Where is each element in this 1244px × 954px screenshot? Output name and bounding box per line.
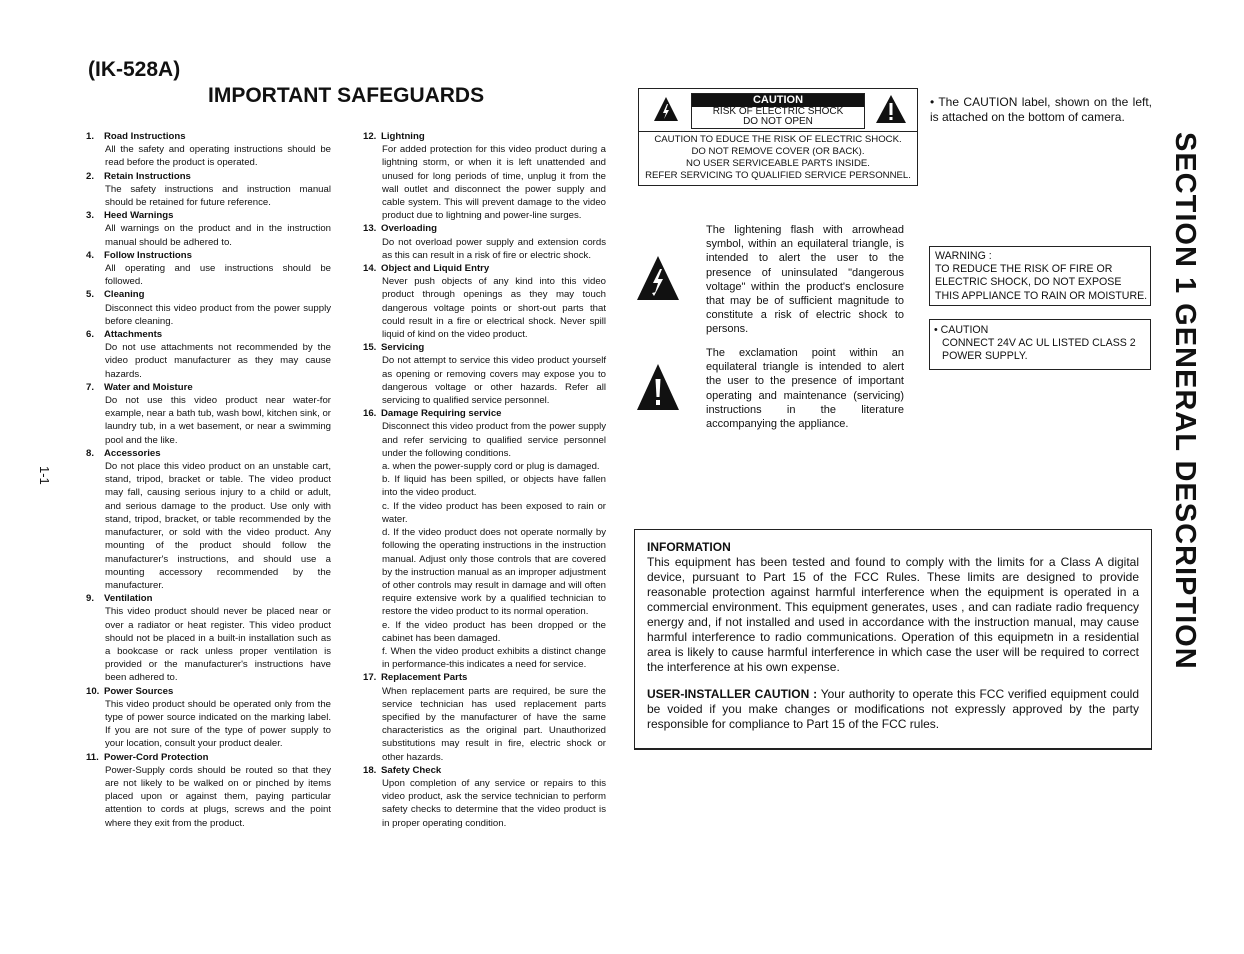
safeguard-heading <box>86 249 331 262</box>
safeguard-heading <box>363 262 606 275</box>
safeguard-number: 15. <box>363 342 377 354</box>
safeguard-item <box>363 262 606 341</box>
safeguard-number: 1. <box>86 131 95 142</box>
safeguard-number: 5. <box>86 289 95 301</box>
caution-line: CONNECT 24V AC UL LISTED CLASS 2 <box>942 337 1136 350</box>
safeguard-title: Power-Cord Protection <box>104 751 209 763</box>
safeguard-number: 18. <box>363 764 377 776</box>
safeguard-title: Attachments <box>104 329 163 341</box>
safeguard-subitem: e. If the video product has been dropped or the cabinet has been damaged. <box>382 619 606 644</box>
safeguard-text: Power-Supply cords should be routed so that they are not likely to be walked on or pinched by items placed upon or against them, paying particular attention to cords at plugs, screws and the point where they exit from the product. <box>105 764 331 829</box>
safeguard-subitem: a. when the power-supply cord or plug is damaged. <box>382 461 600 473</box>
information-text: This equipment has been tested and found to comply with the limits for a Class A digital device, pursuant to Part 15 of the FCC Rules. These limits are designed to provide reasonable protection against harmful interference when the equipment is operated in a commercial environment. This equipment generates, uses , and can radiate radio frequency energy and, if not installed and used in accordance with the instruction manual, may cause harmful interference to radio communications. Operation of this equipmetn in a residential area is likely to cause harmful interference in which case the user will be required to correct the interference at his own expense. <box>647 555 1139 674</box>
safeguard-item <box>363 764 606 830</box>
safeguard-title: Retain Instructions <box>104 170 191 182</box>
safeguard-item <box>363 222 606 262</box>
safeguard-text: Do not use this video product near water-for example, near a bath tub, wash bowl, kitchen sink, or laundry tub, in a wet basement, or near a swimming pool and the like. <box>105 395 331 446</box>
warning-box <box>929 246 1151 306</box>
safeguard-item <box>86 170 331 210</box>
exclamation-triangle-icon <box>636 363 680 411</box>
caution-line: POWER SUPPLY. <box>942 350 1028 363</box>
safeguard-text: The safety instructions and instruction manual should be retained for future reference. <box>105 183 331 209</box>
safeguard-text: This video product should never be placed near or over a radiator or heat register. This video product should not be placed in a built-in installation such as a bookcase or rack unless proper ventilation is provided or the manufacturer's instructions have been adhered to. <box>105 606 331 684</box>
caution-label-header <box>639 89 917 132</box>
safeguard-heading <box>363 407 606 420</box>
safeguard-subitem: b. If liquid has been spilled, or objects have fallen into the video product. <box>382 474 606 499</box>
safeguard-text: All warnings on the product and in the instruction manual should be adhered to. <box>105 223 331 248</box>
installer-caution-text: Your authority to operate this FCC verified equipment could be voided if you make changes or modifications not expressly approved by the party responsible for compliance to Part 15 of the FCC rules. <box>647 687 1140 731</box>
caution-banner-line: DO NOT OPEN <box>743 116 813 127</box>
safeguard-number: 10. <box>86 685 100 697</box>
exclamation-warning-icon <box>875 94 907 124</box>
safeguard-item <box>363 130 606 222</box>
safeguard-number: 14. <box>363 263 377 275</box>
safeguard-text: Upon completion of any service or repairs to this video product, ask the service technician to perform safety checks to determine that the video product is in proper operating condition. <box>382 777 606 829</box>
safeguard-heading <box>363 130 606 143</box>
warning-line: THIS APPLIANCE TO RAIN OR MOISTURE. <box>935 289 1148 302</box>
safeguard-heading <box>86 288 331 301</box>
safeguard-title: Road Instructions <box>104 131 186 142</box>
caution-line: NO USER SERVICEABLE PARTS INSIDE. <box>686 158 870 169</box>
safeguard-heading <box>86 209 331 222</box>
safeguard-heading <box>86 592 331 605</box>
safeguard-item <box>86 130 331 170</box>
safeguards-column-2 <box>363 130 606 830</box>
installer-caution <box>647 687 1139 732</box>
safeguard-text: When replacement parts are required, be sure the service technician has used replacement parts specified by the manufacturer of have the same characteristics as the original part. Unauthorized substitutions may result in fire, electric shock or other hazards. <box>382 685 606 763</box>
safeguard-item <box>86 381 331 447</box>
safeguard-item <box>86 592 331 684</box>
safeguard-title: Safety Check <box>381 764 442 776</box>
safeguard-number: 4. <box>86 249 95 261</box>
exclamation-symbol-description: The exclamation point within an equilateral triangle is intended to alert the user to the presence of important operating and maintenance (servicing) instructions in the literature accompanying the appliance. <box>706 347 904 431</box>
safeguard-title: Accessories <box>104 447 161 459</box>
safeguard-text: Do not place this video product on an unstable cart, stand, tripod, bracket or table. The video product may fall, causing serious injury to a child or adult, and serious damage to the product. Use only with stand, tripod, bracket, or table recommended by the manufacturer, or sold with the video product. Any mounting of the product should follow the manufacturer's instructions, and should use a mounting accessory recommended by the manufacturer. <box>105 461 331 591</box>
safeguard-number: 2. <box>86 170 95 182</box>
installer-caution-label: USER-INSTALLER CAUTION : <box>647 687 818 701</box>
safeguard-item <box>86 685 331 751</box>
information-title: INFORMATION <box>647 540 731 554</box>
caution-line: REFER SERVICING TO QUALIFIED SERVICE PERSONNEL. <box>645 170 911 181</box>
safeguard-text: Never push objects of any kind into this video product through openings as they may touch dangerous voltage points or short-out parts that could result in a fire or electrical shock. Never spill liquid of kind on the video product. <box>382 276 606 341</box>
safeguard-text: For added protection for this video product during a lightning storm, or when it is left unattended and unused for long periods of time, unplug it from the wall outlet and disconnect the power supply and cable system. This will prevent damage to the video product due to lightning and power-line surges. <box>382 144 606 222</box>
safeguard-text: Do not overload power supply and extension cords as this can result in a risk of fire or electric shock. <box>382 236 606 261</box>
safeguard-title: Lightning <box>381 131 425 142</box>
safeguard-heading <box>363 764 606 777</box>
safeguard-number: 16. <box>363 408 377 420</box>
warning-line: ELECTRIC SHOCK, DO NOT EXPOSE <box>935 276 1122 289</box>
safeguard-title: Heed Warnings <box>104 210 174 222</box>
safeguard-heading <box>363 671 606 684</box>
safeguard-item <box>363 407 606 671</box>
safeguard-item <box>86 328 331 381</box>
safeguard-item <box>363 671 606 763</box>
section-title: SECTION 1 GENERAL DESCRIPTION <box>1169 132 1201 670</box>
safeguard-item <box>86 249 331 289</box>
safeguard-title: Power Sources <box>104 685 174 697</box>
safeguard-text: All the safety and operating instructions should be read before the product is operated. <box>105 144 331 169</box>
warning-line: TO REDUCE THE RISK OF FIRE OR <box>935 263 1113 276</box>
safeguard-title: Object and Liquid Entry <box>381 263 490 275</box>
caution-banner-title: CAUTION <box>692 94 864 107</box>
safeguard-number: 8. <box>86 447 95 459</box>
lightning-warning-icon <box>653 96 679 122</box>
safeguard-title: Replacement Parts <box>381 672 468 684</box>
safeguard-item <box>86 288 331 328</box>
safeguard-title: Cleaning <box>104 289 145 301</box>
safeguard-subitem: f. When the video product exhibits a distinct change in performance-this indicates a need for service. <box>382 645 606 671</box>
safeguard-text: All operating and use instructions should be followed. <box>105 263 331 288</box>
safeguard-number: 17. <box>363 672 377 684</box>
warning-line: WARNING : <box>935 250 992 262</box>
safeguard-title: Servicing <box>381 342 425 354</box>
safeguard-heading <box>86 170 331 183</box>
safeguard-title: Water and Moisture <box>104 381 193 393</box>
safeguard-heading <box>86 328 331 341</box>
safeguard-heading <box>363 222 606 235</box>
caution-note: • The CAUTION label, shown on the left, is attached on the bottom of camera. <box>930 95 1152 124</box>
caution-label-text <box>639 134 917 182</box>
safeguard-heading <box>86 130 331 143</box>
safeguard-title: Overloading <box>381 223 437 235</box>
model-number: (IK-528A) <box>88 58 181 81</box>
safeguard-heading <box>86 685 331 698</box>
lightning-triangle-icon <box>636 255 680 301</box>
safeguard-text: This video product should be operated only from the type of power source indicated on the marking label. If you are not sure of the type of power supply to your location, consult your product dealer. <box>105 698 331 750</box>
safeguard-item <box>86 751 331 830</box>
safeguard-number: 6. <box>86 329 95 341</box>
safeguard-heading <box>86 381 331 394</box>
safeguard-heading <box>86 751 331 764</box>
safeguard-number: 3. <box>86 210 95 222</box>
safeguard-subitem: d. If the video product does not operate normally by following the operating instructions in the instruction manual. Adjust only those controls that are covered by the instruction manual as an improper adjustment of other controls may result in damage and will often require extensive work by a qualified technician to restore the video product to its normal operation. <box>382 527 606 618</box>
caution-banner-line: RISK OF ELECTRIC SHOCK <box>712 106 844 117</box>
power-supply-caution-box <box>929 319 1151 370</box>
caution-line: DO NOT REMOVE COVER (OR BACK). <box>691 146 865 157</box>
lightning-symbol-description: The lightening flash with arrowhead symbol, within an equilateral triangle, is intended to alert the user to the presence of uninsulated "dangerous voltage" within the product's enclosure that may be of sufficient magnitude to constitute a risk of electric shock to persons. <box>706 224 904 336</box>
information-box <box>634 529 1152 750</box>
safeguard-heading <box>363 341 606 354</box>
safeguard-text: Do not use attachments not recommended by the video product manufacturer as they may cause hazards. <box>105 342 331 380</box>
caution-banner <box>691 93 865 129</box>
safeguard-number: 11. <box>86 751 99 763</box>
caution-line: CAUTION TO EDUCE THE RISK OF ELECTRIC SHOCK. <box>654 134 902 145</box>
safeguard-title: Follow Instructions <box>104 249 192 261</box>
page-title: IMPORTANT SAFEGUARDS <box>208 84 485 107</box>
safeguards-column-1 <box>86 130 331 830</box>
safeguard-text: Disconnect this video product from the power supply and refer servicing to qualified service personnel under the following conditions. <box>382 421 606 459</box>
safeguard-text: Disconnect this video product from the power supply before cleaning. <box>105 302 331 327</box>
safeguard-number: 7. <box>86 381 95 393</box>
safeguard-number: 13. <box>363 223 377 235</box>
caution-line: • CAUTION <box>934 324 989 336</box>
safeguard-number: 9. <box>86 593 95 605</box>
page-number: 1-1 <box>37 466 52 485</box>
safeguard-item <box>86 447 331 592</box>
caution-label <box>638 88 918 186</box>
safeguard-text: Do not attempt to service this video product yourself as opening or removing covers may expose you to dangerous voltage or other hazards. Refer all servicing to qualified service personnel. <box>382 355 606 407</box>
safeguard-subitem: c. If the video product has been exposed to rain or water. <box>382 500 606 525</box>
safeguard-heading <box>86 447 331 460</box>
safeguard-title: Ventilation <box>104 593 153 605</box>
safeguard-number: 12. <box>363 131 377 142</box>
safeguard-item <box>363 341 606 407</box>
safeguard-title: Damage Requiring service <box>381 408 502 420</box>
safeguard-item <box>86 209 331 249</box>
